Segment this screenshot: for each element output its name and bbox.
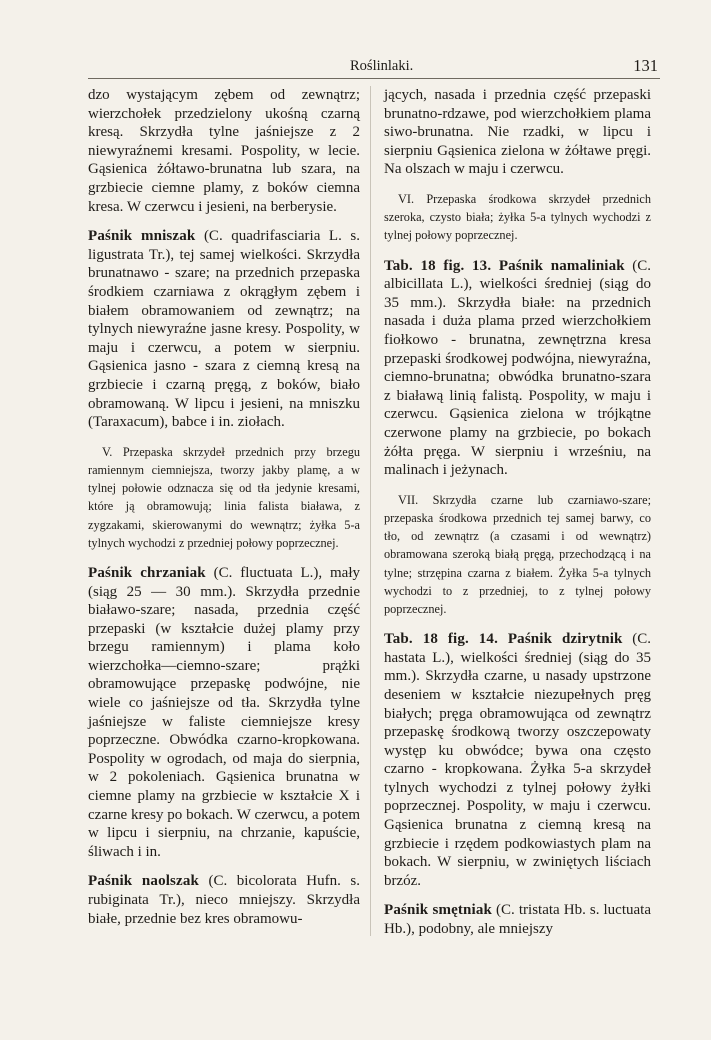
entry-text: (C. hastata L.), wielkości średniej (siąg do 35 mm.). Skrzydła czarne, u nasady upstrzone deseniem w kształcie niezupełnych pręg białych; pręga obramowująca od zewnątrz przepaskę środkową tworzy oszczepowaty występ ku obwódce; bywa ona często czarno - kropkowana. Żyłka 5-a skrzydeł tylnych wychodzi z tylnej połowy żyłki poprzecznej. Pospolity, w maju i czerwcu. Gąsienica brunatna z ciemną kresą na grzbiecie i rzędem podkowiastych plam na bokach. W sierpniu, w zwiniętych liściach brzóz.	[384, 631, 652, 889]
page-header	[88, 52, 660, 79]
entry-heading: Paśnik chrzaniak	[88, 564, 206, 581]
paragraph-continuation: dzo wystającym zębem od zewnątrz; wierzchołek przedzielony ukośną czarną kresą. Skrzydła tylne jaśniejsze z 2 niewyraźnemi kresami. Pospolity, w lecie. Gąsienica żółtawo-brunatna lub szara, na grzbiecie ciemne plamy, z boków ciemna kresa. W czerwcu i jesieni, na berberysie.	[88, 87, 360, 215]
note-vii: VII. Skrzydła czarne lub czarniawo-szare; przepaska środkowa przednich tej samej barwy, co tło, od zewnątrz (a czasami i od wewnątrz) obramowana szeroką białą pręgą, przechodzącą i na tylne; strzępina czarna z białem. Żyłka 5-a tylnych wychodzi to z przedniej, to z tylnej połowy poprzecznej.	[384, 492, 651, 616]
entry-heading: Paśnik naolszak	[88, 873, 199, 890]
entry-text: (C. quadrifasciaria L. s. ligustrata Tr.), tej samej wielkości. Skrzydła brunatnawo - szare; na przednich przepaska środkiem czarniawa z okrągłym zębem i białem obramowaniem od zewnątrz; na tylnych niewyraźne jasne kresy. Pospolity, w maju i czerwcu, a potem w sierpniu. Gąsienica jasno - szara z ciemną kresą na grzbiecie i czarną pręgą, z boków, biało obramowaną. W lipcu i jesieni, na mniszku (Taraxacum), babce i in. ziołach.	[88, 228, 361, 431]
entry-pasnik-smetniak	[384, 901, 651, 938]
page-number: 131	[633, 56, 658, 75]
left-column	[88, 86, 360, 939]
column-divider	[370, 86, 371, 936]
entry-pasnik-chrzaniak	[88, 564, 360, 862]
entry-text: (C. albicillata L.), wielkości średniej (siąg do 35 mm.). Skrzydła białe: na przednich nasada i duża plama przed wierzchołkiem fiołkowo - brunatna, zewnętrzna kresa przepaski środkowej podwójna, niewyraźna, ciemno-brunatna; obwódka brunatno-szara z białawą linią falistą. Pospolity, w maju i czerwcu. Gąsienica zielona w trójkątne czerwone plamy na grzbiecie, po bokach żółta pręga. W sierpniu i wrześniu, na malinach i jeżynach.	[384, 257, 652, 479]
entry-heading: Paśnik mniszak	[88, 228, 196, 245]
entry-pasnik-mniszak	[88, 227, 360, 432]
entry-pasnik-namaliniak	[384, 257, 651, 480]
entry-text: (C. fluctuata L.), mały (siąg 25 — 30 mm.). Skrzydła przednie białawo-szare; nasada, przednia część przepaski (w kształcie dużej plamy przy brzegu ramiennym) i plama koło wierzchołka—ciemno-szare; prążki obramowujące przepaskę podwójne, nie wiele co jaśniejsze od tła. Skrzydła tylne jaśniejsze w faliste ciemniejsze kresy poprzeczne. Obwódka czarno-kropkowana. Pospolity w ogrodach, od maja do sierpnia, w 2 pokoleniach. Gąsienica brunatna w ciemne plamy na grzbiecie w kształcie X i czarne kresy po bokach. W czerwcu, a potem w lipcu i sierpniu, na chrzanie, kapuście, śliwach i in.	[88, 564, 360, 860]
entry-pasnik-naolszak	[88, 872, 360, 928]
running-title: Roślinlaki.	[350, 58, 414, 74]
entry-text: (C. bicolorata Hufn. s. rubiginata Tr.), nieco mniejszy. Skrzydła białe, przednie bez kres obramowu-	[88, 873, 360, 927]
entry-heading: Paśnik smętniak	[384, 902, 492, 919]
entry-pasnik-dzirytnik	[384, 630, 651, 890]
note-v: V. Przepaska skrzydeł przednich przy brzegu ramiennym ciemniejsza, tworzy jakby plamę, a w tylnej połowie odznacza się od tła jedynie kresami, które ją obramowują; linia falista biaława, z zygzakami, skierowanymi do wewnątrz; żyłka 5-a tylnych wychodzi z przedniej połowy poprzecznej.	[88, 444, 360, 550]
entry-heading: Tab. 18 fig. 14. Paśnik dzirytnik	[384, 631, 623, 648]
paragraph-continuation: jących, nasada i przednia część przepaski brunatno-rdzawe, pod wierzchołkiem plama siwo-brunatna. Nie rzadki, w lipcu i sierpniu Gąsienica zielona w żółtawe pręgi. Na olszach w maju i czerwcu.	[384, 87, 651, 178]
entry-heading: Tab. 18 fig. 13. Paśnik namaliniak	[384, 257, 625, 274]
entry-text: (C. tristata Hb. s. luctuata Hb.), podobny, ale mniejszy	[384, 902, 651, 938]
right-column	[384, 86, 651, 950]
note-vi: VI. Przepaska środkowa skrzydeł przednich szeroka, czysto biała; żyłka 5-a tylnych wychodzi z tylnej połowy poprzecznej.	[384, 191, 651, 243]
